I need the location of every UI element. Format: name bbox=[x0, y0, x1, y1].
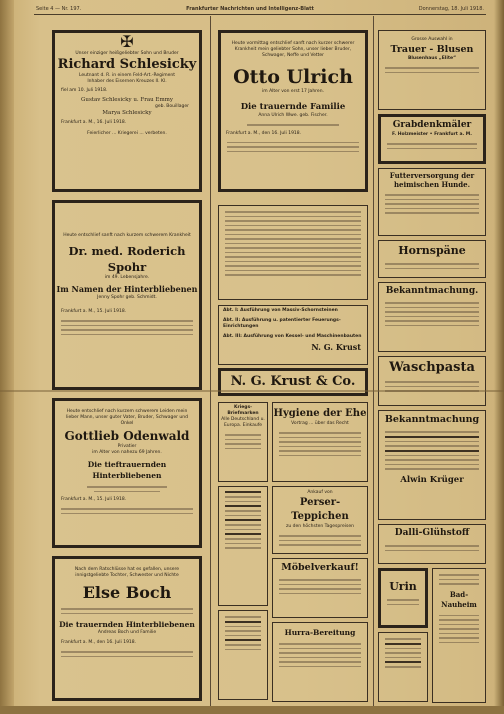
spohr-name: Dr. med. Roderich Spohr bbox=[68, 244, 186, 274]
hygiene-line: Vortrag ... über das Recht bbox=[291, 421, 349, 426]
odenwald-intro: Heute entschlief nach kurzem schwerem Leiden mein lieber Mann, unser guter Vater, Bruder, Schwager und Onkel bbox=[66, 409, 188, 426]
schlesicky-rank: Leutnant d. R. in einem Feld-Art.-Regiment bbox=[78, 73, 176, 78]
grab-title: Grabdenkmäler bbox=[392, 120, 472, 130]
advert-hornspane bbox=[378, 240, 486, 278]
odenwald-age: im Alter von nahezu 69 Jahren. bbox=[92, 450, 162, 455]
krust-line1: Abt. I: Ausführung von Massiv-Schornsteinen bbox=[223, 308, 338, 313]
odenwald-heading: Die tieftrauernden Hinterbliebenen bbox=[87, 460, 167, 480]
advert-futter bbox=[378, 168, 486, 236]
perser-text bbox=[273, 530, 367, 551]
obituary-odenwald bbox=[52, 398, 202, 548]
blusen-text bbox=[379, 62, 485, 78]
advert-perser bbox=[272, 486, 368, 554]
odenwald-mourners bbox=[55, 481, 199, 497]
kriegsbriefmarken-title: Kriegs-Briefmarken bbox=[227, 405, 259, 416]
header-center: Frankfurter Nachrichten und Intelligenz-Blatt bbox=[186, 6, 314, 12]
page-edge-left bbox=[0, 0, 14, 714]
page-edge-bottom bbox=[0, 706, 504, 714]
boch-place: Frankfurt a. M., den 16. Juli 1918. bbox=[61, 640, 137, 645]
header-left: Seite 4 — Nr. 197. bbox=[36, 6, 82, 12]
bekanntmachung2-title: Bekanntmachung bbox=[384, 414, 480, 425]
advert-text-lines bbox=[219, 206, 367, 281]
small-stack-text bbox=[219, 487, 267, 554]
obituary-boch bbox=[52, 556, 202, 701]
gluhstoff-text bbox=[379, 540, 485, 556]
perser-intro: Ankauf von bbox=[307, 490, 333, 495]
bekanntmachung1-title: Bekanntmachung. bbox=[385, 286, 479, 296]
odenwald-name: Gottlieb Odenwald bbox=[64, 429, 190, 443]
waschpasta-text bbox=[379, 376, 485, 397]
blusen-title: Trauer - Blusen bbox=[390, 44, 474, 55]
advert-gluhstoff bbox=[378, 524, 486, 564]
ulrich-mourner-list bbox=[221, 119, 365, 131]
obituary-spohr bbox=[52, 200, 202, 390]
small-right-text bbox=[379, 633, 427, 673]
futter-title: Futterversorgung der heimischen Hunde. bbox=[389, 171, 475, 189]
spohr-heading: Im Namen der Hinterbliebenen bbox=[56, 284, 198, 294]
kriegsbriefmarken-text bbox=[219, 429, 267, 454]
ulrich-name: Otto Ulrich bbox=[233, 66, 353, 88]
krieger-name: Alwin Krüger bbox=[400, 474, 464, 485]
krust-line3: Abt. III: Ausführung von Kessel- und Maschinenbauten bbox=[223, 334, 362, 339]
boch-heading: Die trauernden Hinterbliebenen bbox=[59, 620, 195, 629]
perser-line: zu den höchsten Tagespreisen bbox=[286, 524, 354, 529]
obituary-schlesicky bbox=[52, 30, 202, 192]
schlesicky-mourner1: Gustav Schlesicky u. Frau Emmy bbox=[81, 97, 173, 103]
schlesicky-died: fiel am 10. Juli 1918. bbox=[61, 88, 108, 93]
boch-mourner: Andreas Boch und Familie bbox=[97, 630, 157, 635]
advert-bad-nauheim bbox=[432, 568, 486, 703]
spohr-intro: Heute entschlief sanft nach kurzem schwerem Krankheit bbox=[63, 233, 191, 238]
bad-text bbox=[433, 610, 485, 649]
grab-firm: F. Holzmeister • Frankfurt a. M. bbox=[392, 132, 472, 137]
grab-text bbox=[381, 138, 483, 154]
schlesicky-name: Richard Schlesicky bbox=[57, 57, 197, 72]
spohr-age: im 49. Lebensjahre. bbox=[104, 275, 150, 280]
ulrich-heading: Die trauernde Familie bbox=[240, 102, 346, 112]
waschpasta-title: Waschpasta bbox=[389, 360, 475, 375]
hygiene-text bbox=[273, 427, 367, 461]
notice-bekanntmachung-1 bbox=[378, 282, 486, 352]
advert-hygiene bbox=[272, 402, 368, 482]
column-rule-1 bbox=[210, 16, 211, 706]
hornspane-text bbox=[379, 258, 485, 274]
krust-brand: N. G. Krust bbox=[311, 342, 361, 352]
spohr-mourner: Jenny Spohr geb. Schmidt. bbox=[97, 295, 157, 300]
urin-title: Urin bbox=[389, 580, 417, 593]
bekanntmachung1-text bbox=[379, 297, 485, 331]
urin-text bbox=[381, 594, 425, 610]
advert-waschpasta bbox=[378, 356, 486, 406]
bad-title: Bad-Nauheim bbox=[441, 589, 477, 609]
schlesicky-mourner1b: geb. Bouillager bbox=[154, 104, 189, 109]
header-right: Donnerstag, 18. Juli 1918. bbox=[418, 6, 484, 12]
krust-line2: Abt. II: Ausführung u. patentierter Feuerungs-Einrichtungen bbox=[223, 318, 341, 329]
schlesicky-award: Inhaber des Eisernen Kreuzes II. Kl. bbox=[87, 79, 167, 84]
hygiene-title: Hygiene der Ehe bbox=[273, 408, 367, 419]
ulrich-place: Frankfurt a. M., den 16. Juli 1918. bbox=[226, 130, 302, 136]
boch-name: Else Boch bbox=[82, 583, 172, 602]
advert-krust-departments bbox=[218, 305, 368, 365]
boch-funeral-text bbox=[55, 646, 199, 662]
schlesicky-place: Frankfurt a. M., 16. Juli 1918. bbox=[61, 120, 127, 125]
obituary-ulrich bbox=[218, 30, 368, 192]
notice-bekanntmachung-2 bbox=[378, 410, 486, 520]
blusen-shop: Blusenhaus „Elite“ bbox=[407, 56, 457, 61]
blusen-line1: Grosse Auswahl in bbox=[411, 37, 453, 42]
boch-text bbox=[55, 603, 199, 619]
advert-small-bottom bbox=[218, 610, 268, 700]
bekanntmachung2-text bbox=[379, 426, 485, 475]
schlesicky-intro: Unser einziger heißgeliebter Sohn und Bruder bbox=[75, 51, 179, 56]
advert-kriegsbriefmarken bbox=[218, 402, 268, 482]
advert-hurra bbox=[272, 622, 368, 702]
advert-small-stack bbox=[218, 486, 268, 606]
advert-mobel bbox=[272, 558, 368, 618]
krust-co-brand: N. G. Krust & Co. bbox=[230, 374, 356, 389]
header-rule bbox=[34, 14, 486, 15]
advert-urin bbox=[378, 568, 428, 628]
ulrich-funeral-text bbox=[221, 137, 365, 158]
page-header bbox=[36, 4, 484, 14]
iron-cross-icon: ✠ bbox=[120, 32, 134, 51]
advert-grabdenkmaler bbox=[378, 114, 486, 164]
bad-text-top bbox=[433, 569, 485, 590]
spohr-funeral-text bbox=[55, 315, 199, 340]
kriegsbriefmarken-line: Alle Deutschland u. Europa. Einkaufe bbox=[221, 417, 265, 428]
paper-fold bbox=[0, 390, 504, 392]
hurra-text bbox=[273, 638, 367, 672]
odenwald-place: Frankfurt a. M., 15. Juli 1918. bbox=[61, 497, 127, 502]
ulrich-intro: Heute vormittag entschlief sanft nach kurzer schwerer Krankheit mein geliebter Sohn, unser lieber Bruder, Schwager, Neffe und Vetter bbox=[231, 41, 355, 58]
ulrich-age: im Alter von erst 17 Jahren. bbox=[262, 89, 324, 94]
hornspane-title: Hornspäne bbox=[398, 244, 466, 257]
page-edge-right bbox=[494, 0, 504, 714]
futter-text bbox=[379, 189, 485, 219]
text-advert-block bbox=[218, 205, 368, 300]
boch-intro: Nach dem Ratschlüsse hat es gefallen, unsere innigstgeliebte Tochter, Schwester und Nichte bbox=[74, 567, 180, 578]
gluhstoff-title: Dalli-Glühstoff bbox=[394, 528, 470, 538]
odenwald-title: Privatier bbox=[117, 444, 137, 449]
odenwald-funeral-text bbox=[55, 503, 199, 519]
advert-small-right bbox=[378, 632, 428, 702]
mobel-title: Möbelverkauf! bbox=[281, 562, 359, 573]
mobel-text bbox=[273, 574, 367, 599]
perser-title: Perser-Teppichen bbox=[291, 497, 349, 522]
column-rule-2 bbox=[373, 16, 374, 706]
schlesicky-mourner2: Marya Schlesicky bbox=[102, 110, 152, 116]
spohr-place: Frankfurt a. M., 15. Juli 1918. bbox=[61, 309, 127, 314]
hurra-title: Hurra-Bereitung bbox=[284, 628, 356, 637]
small-bottom-text bbox=[219, 611, 267, 655]
schlesicky-foot: Feierlicher ... Kriegerei ... verbeten. bbox=[87, 131, 167, 136]
ulrich-mourner: Anna Ulrich Wwe. geb. Fischer. bbox=[258, 113, 328, 118]
advert-trauer-blusen bbox=[378, 30, 486, 110]
